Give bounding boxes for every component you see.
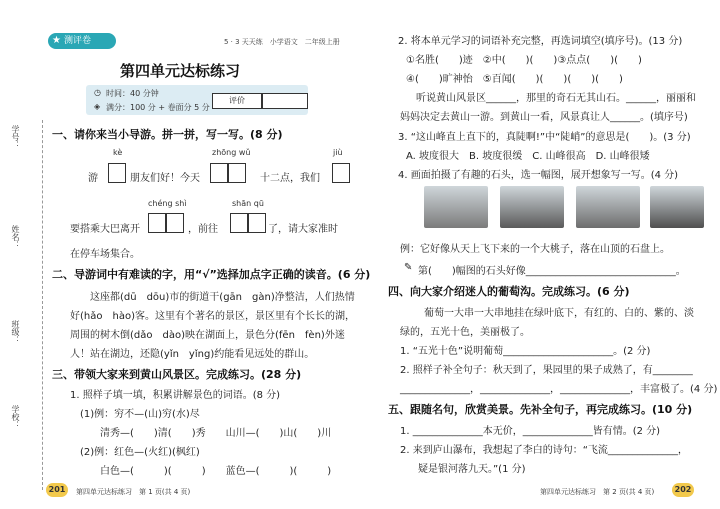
q1-text-a: 游 [88,173,98,184]
q2-sentence-2: 妈妈决定去黄山一游。到黄山一看，风景真让人______。(填序号) [400,112,688,123]
section-3-title: 三、带领大家来到黄山风景区。完成练习。(28 分) [52,368,302,381]
sec3-example-1: (1)例：穷不—(山)穷(水)尽 [80,409,200,420]
q2-sentence-1: 听说黄山风景区______，那里的奇石无其山石。______，丽丽和 [416,93,696,104]
page-footer: 第四单元达标练习 第 2 页(共 4 页) [540,488,655,496]
char-box[interactable] [248,213,266,233]
char-box[interactable] [230,213,248,233]
sec4-question-2[interactable]: 2. 照样子补全句子：秋天到了，果园里的果子成熟了，有________ [400,365,693,376]
section-2-title: 二、导游词中有难读的字，用“√”选择加点字正确的读音。(6 分) [52,268,371,281]
q4-answer-line[interactable]: 第( )幅图的石头好像______________________________。 [418,266,686,277]
q2-row-1: ①名胜( )迹 ②中( )( )③点点( )( ) [406,55,642,66]
rock-photo-4 [650,186,704,228]
sec4-para-2: 绿的，五光十色，美丽极了。 [400,327,530,338]
rock-photo-1 [424,186,488,228]
sec3-example-2: (2)例：红色—(火红)(枫红) [80,447,200,458]
time-limit: 时间：40 分钟 [106,89,159,98]
star-icon: ★ [52,35,61,46]
char-box[interactable] [228,163,246,183]
sec4-question-1[interactable]: 1. “五光十色”说明葡萄______________________。(2 分) [400,346,651,357]
q3-options: A. 坡度很大 B. 坡度很缓 C. 山峰很高 D. 山峰很矮 [406,151,650,162]
total-score: 满分：100 分 + 卷面分 5 分 [106,103,210,112]
sec2-para-2: 好(hǎo hào)客。这里有个著名的景区，景区里有个长长的湖， [70,311,355,322]
q2-title: 2. 将本单元学习的词语补充完整，再选词填空(填序号)。(13 分) [398,36,683,47]
pinyin-5: shān qū [232,199,264,208]
char-box[interactable] [332,163,350,183]
q1-text-f: 了，请大家准时 [268,224,338,235]
page-footer: 第四单元达标练习 第 1 页(共 4 页) [76,488,191,496]
right-page [360,0,720,509]
binding-line [42,120,43,490]
sec2-para-1: 这座都(dū dōu)市的街道干(gān gàn)净整洁，人们热情 [90,292,355,303]
evaluation-label: 评价 [212,93,262,109]
student-name-label: 姓名： [11,225,20,249]
rock-photo-2 [500,186,564,228]
q4-example: 例：它好像从天上飞下来的一个大桃子，落在山顶的石盘上。 [400,244,670,255]
pinyin-4: chéng shì [148,199,187,208]
page-number: 201 [46,483,68,497]
sec3-question-1: 1. 照样子填一填，积累讲解景色的词语。(8 分) [70,390,281,401]
class-label: 班级： [11,320,20,344]
q1-text-b: 朋友们好！今天 [130,173,200,184]
q2-row-2: ④( )旷神怡 ⑤百闻( )( )( )( ) [406,74,623,85]
test-badge: 测评卷 [48,33,116,49]
page-title: 第四单元达标练习 [119,62,240,80]
evaluation-box[interactable] [262,93,308,109]
sec2-para-4: 人！站在湖边，还隐(yǐn yǐng)约能看见远处的群山。 [70,349,315,360]
q1-text-e: ，前往 [188,224,218,235]
sec2-para-3: 周围的树木倒(dǎo dào)映在湖面上，景色分(fēn fèn)外迷 [70,330,345,341]
sec5-question-2[interactable]: 2. 来到庐山瀑布，我想起了李白的诗句：“飞流______________， [400,445,688,456]
student-number-label: 学号： [11,125,20,149]
pinyin-1: kè [113,148,123,157]
q1-text-d: 要搭乘大巴离开 [70,224,140,235]
section-4-title: 四、向大家介绍迷人的葡萄沟。完成练习。(6 分) [388,285,630,298]
char-box[interactable] [148,213,166,233]
sec4-question-2-cont[interactable]: ______________，______________，______________，丰富极了。(4 分) [400,384,718,395]
char-box[interactable] [210,163,228,183]
q4-question: 4. 画面拍摄了有趣的石头，选一幅图，展开想象写一写。(4 分) [398,170,679,181]
score-icon: ◈ [94,102,101,111]
sec5-question-2-cont: 疑是银河落九天。”(1 分) [418,464,526,475]
q1-text-c: 十二点，我们 [260,173,320,184]
q3-question: 3. “这山峰直上直下的，真陡啊!”中“陡峭”的意思是( )。(3 分) [398,132,691,143]
sec3-row-1: 清秀—( )清( )秀 山川—( )山( )川 [100,428,332,439]
sec4-para-1: 葡萄一大串一大串地挂在绿叶底下，有红的、白的、紫的、淡 [424,308,694,319]
pinyin-3: jiù [333,148,343,157]
section-1-title: 一、请你来当小导游。拼一拼，写一写。(8 分) [52,128,283,141]
rock-photo-3 [576,186,640,228]
sec5-question-1[interactable]: 1. ______________本无价，______________皆有情。(2 分) [400,426,661,437]
page-number: 202 [672,483,694,497]
pencil-icon: ✎ [404,262,413,273]
school-label: 学校： [11,405,20,429]
section-5-title: 五、跟随名句，欣赏美景。先补全句子，再完成练习。(10 分) [388,403,693,416]
char-box[interactable] [166,213,184,233]
pinyin-2: zhōng wǔ [212,148,251,157]
sec3-row-2: 白色—( )( ) 蓝色—( )( ) [100,466,332,477]
book-header: 5 · 3 天天练 小学语文 二年级上册 [224,38,340,46]
char-box[interactable] [108,163,126,183]
q1-text-g: 在停车场集合。 [70,249,140,260]
clock-icon: ◷ [94,88,101,97]
